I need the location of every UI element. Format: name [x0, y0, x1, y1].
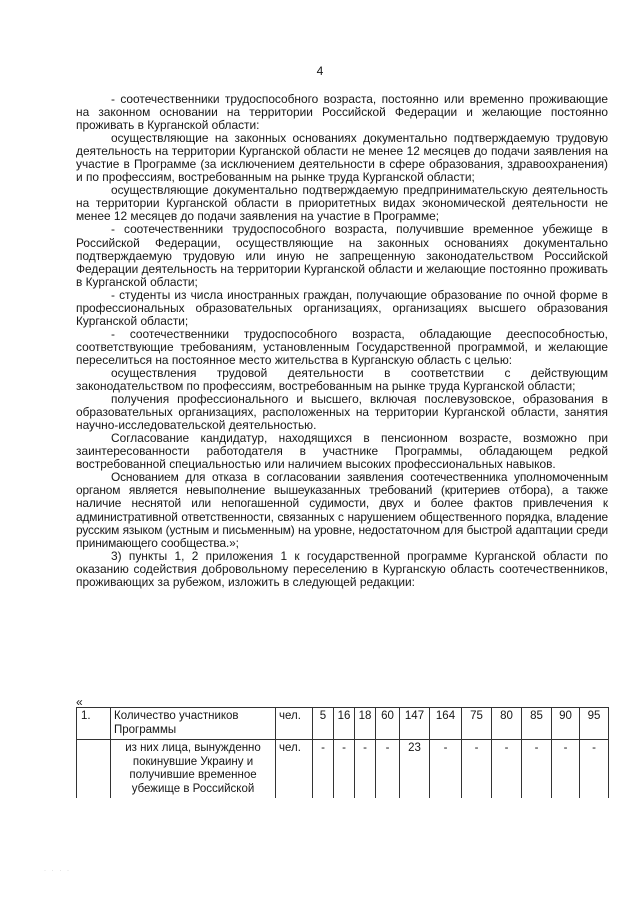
table-row [77, 740, 609, 799]
value-cell: 90 [552, 708, 580, 740]
paragraph: осуществления трудовой деятельности в соответствии с действующим законодательством по профессиям, востребованным на рынке труда Курганской области; [76, 365, 608, 394]
value-cell: - [376, 740, 400, 799]
indicator-name: из них лица, вынужденно покинувшие Украину и получившие временное убежище в Российской [111, 740, 276, 799]
body-text [76, 93, 608, 589]
paragraph: Основанием для отказа в согласовании заявления соотечественника уполномоченным органом является невыполнение вышеуказанных требований (критериев отбора), а также наличие неснятой или непогашенной судимости, двух и более фактов привлечения к административной ответственности, связанных с нарушением общественного порядка, владение русским языком (устным и письменным) на уровне, недостаточном для быстрой адаптации среди принимающего сообщества.»; [76, 470, 608, 550]
paragraph: Согласование кандидатур, находящихся в пенсионном возрасте, возможно при заинтересованности работодателя в участнике Программы, обладающем редкой востребованной специальностью или наличием высоких профессиональных навыков. [76, 431, 608, 472]
value-cell: 80 [492, 708, 522, 740]
paragraph: - соотечественники трудоспособного возраста, получившие временное убежище в Российской Федерации, осуществляющие на законных основаниях документально подтверждаемую трудовую или иную не запрещенную законодательством Российской Федерации деятельность на территории Курганской области и желающие постоянно проживать в Курганской области; [76, 222, 608, 289]
paragraph: - соотечественники трудоспособного возраста, постоянно или временно проживающие на законном основании на территории Российской Федерации и желающие постоянно проживать в Курганской области: [76, 92, 608, 133]
value-cell: - [355, 740, 376, 799]
value-cell: 16 [334, 708, 355, 740]
value-cell: - [492, 740, 522, 799]
opening-quote-mark: « [76, 695, 83, 709]
value-cell: - [552, 740, 580, 799]
value-cell: 5 [313, 708, 334, 740]
value-cell: 60 [376, 708, 400, 740]
value-cell: 23 [400, 740, 430, 799]
value-cell: 147 [400, 708, 430, 740]
value-cell: - [430, 740, 462, 799]
indicator-name: Количество участников Программы [111, 708, 276, 740]
paragraph: осуществляющие документально подтверждаемую предпринимательскую деятельность на территории Курганской области в приоритетных видах экономической деятельности не менее 12 месяцев до подачи заявления на участие в Программе; [76, 183, 608, 224]
row-number [77, 740, 111, 799]
value-cell: 85 [522, 708, 552, 740]
paragraph: получения профессионального и высшего, включая послевузовское, образования в образовательных организациях, расположенных на территории Курганской области, занятия научно-исследовательской деятельностью. [76, 392, 608, 433]
scan-noise: · · · · [44, 868, 71, 874]
paragraph: - соотечественники трудоспособного возраста, обладающие дееспособностью, соответствующие требованиям, установленным Государственной программой, и желающие переселиться на постоянное место жительства в Курганскую область с целью: [76, 326, 608, 367]
paragraph: - студенты из числа иностранных граждан, получающие образование по очной форме в профессиональных образовательных организациях, организациях высшего образования Курганской области; [76, 287, 608, 328]
value-cell: - [580, 740, 609, 799]
value-cell: 164 [430, 708, 462, 740]
unit-cell: чел. [276, 708, 313, 740]
value-cell: - [313, 740, 334, 799]
value-cell: 95 [580, 708, 609, 740]
value-cell: 75 [462, 708, 492, 740]
value-cell: - [522, 740, 552, 799]
table-row [77, 708, 609, 740]
value-cell: - [334, 740, 355, 799]
paragraph: 3) пункты 1, 2 приложения 1 к государственной программе Курганской области по оказанию содействия добровольному переселению в Курганскую область соотечественников, проживающих за рубежом, изложить в следующей редакции: [76, 548, 608, 589]
unit-cell: чел. [276, 740, 313, 799]
paragraph: осуществляющие на законных основаниях документально подтверждаемую трудовую деятельность на территории Курганской области не менее 12 месяцев до подачи заявления на участие в Программе (за исключением деятельности в сфере образования, здравоохранения) и по профессиям, востребованным на рынке труда Курганской области; [76, 131, 608, 185]
value-cell: - [462, 740, 492, 799]
indicators-table [76, 707, 609, 798]
page-number: 4 [316, 64, 324, 78]
value-cell: 18 [355, 708, 376, 740]
row-number: 1. [77, 708, 111, 740]
